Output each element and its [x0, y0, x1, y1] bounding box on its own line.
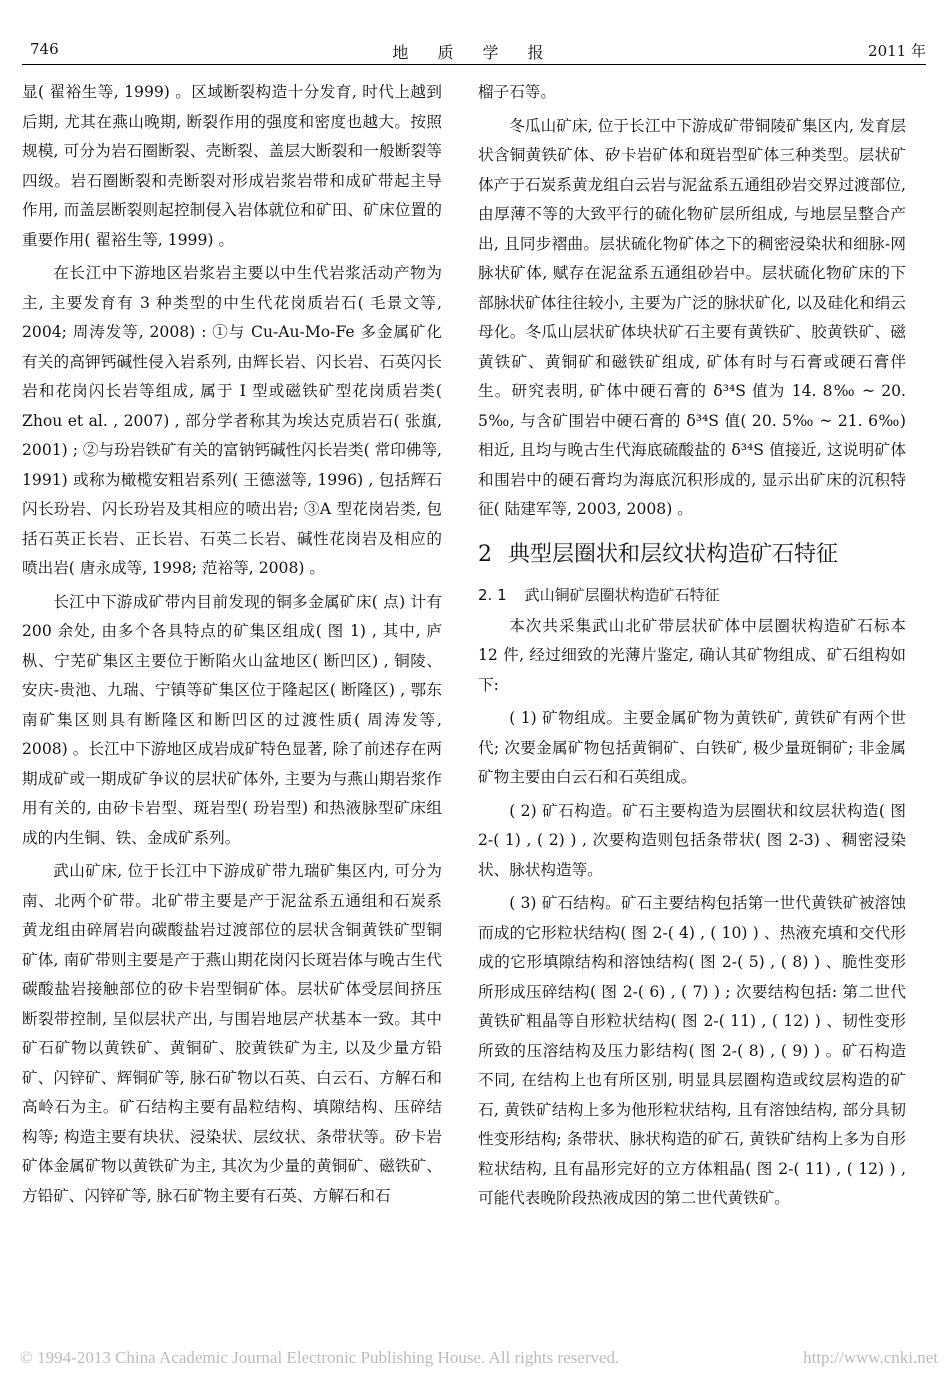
- subsection-heading: [478, 581, 906, 610]
- section-heading: [478, 539, 906, 571]
- copyright-footer: [0, 1348, 950, 1372]
- publication-year: 2011 年: [868, 42, 926, 60]
- section-number: 2: [478, 541, 492, 567]
- subsection-title: 武山铜矿层圈状构造矿石特征: [524, 585, 720, 604]
- running-header: [22, 38, 926, 65]
- paragraph: 冬瓜山矿床, 位于长江中下游成矿带铜陵矿集区内, 发育层状含铜黄铁矿体、矽卡岩矿体和斑岩型矿体三种类型。层状矿体产于石炭系黄龙组白云岩与泥盆系五通组砂岩交界过渡部位, 由厚薄不等的大致平行的硫化物矿层所组成, 与地层呈整合产出, 且同步褶曲。层状硫化物矿体之下的稠密浸染状和细脉-网脉状矿体, 赋存在泥盆系五通组砂岩中。层状硫化物矿床的下部脉状矿体往往较小, 主要为广泛的脉状矿化, 以及硅化和绢云母化。冬瓜山层状矿体块状矿石主要有黄铁矿、胶黄铁矿、磁黄铁矿、黄铜矿和磁铁矿组成, 矿体有时与石膏或硬石膏伴生。研究表明, 矿体中硬石膏的 δ³⁴S 值为 14. 8‰ ~ 20. 5‰, 与含矿围岩中硬石膏的 δ³⁴S 值( 20. 5‰ ~ 21. 6‰) 相近, 且均与晚古生代海底硫酸盐的 δ³⁴S 值接近, 这说明矿体和围岩中的硬石膏均为海底沉积形成的, 显示出矿床的沉积特征( 陆建军等, 2003, 2008) 。: [478, 116, 906, 518]
- paragraph: 武山矿床, 位于长江中下游成矿带九瑞矿集区内, 可分为南、北两个矿带。北矿带主要是产于泥盆系五通组和石炭系黄龙组由碎屑岩向碳酸盐岩过渡部位的层状含铜黄铁矿型铜矿体, 南矿带则主要是产于燕山期花岗闪长斑岩体与晚古生代碳酸盐岩接触部位的矽卡岩型铜矿体。层状矿体受层间挤压断裂带控制, 呈似层状产出, 与围岩地层产状基本一致。其中矿石矿物以黄铁矿、黄铜矿、胶黄铁矿为主, 以及少量方铅矿、闪锌矿、辉铜矿等, 脉石矿物以石英、白云石、方解石和高岭石为主。矿石结构主要有晶粒结构、填隙结构、压碎结构等; 构造主要有块状、浸染状、层纹状、条带状等。矽卡岩矿体金属矿物以黄铁矿为主, 其次为少量的黄铜矿、磁铁矿、方铅矿、闪锌矿等, 脉石矿物主要有石英、方解石和石: [22, 862, 442, 1205]
- footer-link[interactable]: http://www.cnki.net: [803, 1348, 938, 1367]
- page-number: 746: [30, 40, 59, 58]
- right-column: [478, 78, 906, 1218]
- list-item: ( 3) 矿石结构。矿石主要结构包括第一世代黄铁矿被溶蚀而成的它形粒状结构( 图 2-( 4) , ( 10) ) 、热液充填和交代形成的它形填隙结构和溶蚀结构( 图 2-( 5) , ( 8) ) 、脆性变形所形成压碎结构( 图 2-( 6) , ( 7) ) ; 次要结构包括: 第二世代黄铁矿粗晶等自形粒状结构( 图 2-( 11) , ( 12) ) 、韧性变形所致的压溶结构及压力影结构( 图 2-( 8) , ( 9) ) 。矿石构造不同, 在结构上也有所区别, 明显具层圈构造或纹层构造的矿石, 黄铁矿结构上多为他形粒状结构, 且有溶蚀结构, 部分具韧性变形结构; 条带状、脉状构造的矿石, 黄铁矿结构上多为自形粒状结构, 且有晶形完好的立方体粗晶( 图 2-( 11) , ( 12) ) , 可能代表晚阶段热液成因的第二世代黄铁矿。: [478, 894, 906, 1207]
- list-item: ( 2) 矿石构造。矿石主要构造为层圈状和纹层状构造( 图 2-( 1) , ( 2) ) , 次要构造则包括条带状( 图 2-3) 、稠密浸染状、脉状构造等。: [478, 801, 906, 879]
- list-item: ( 1) 矿物组成。主要金属矿物为黄铁矿, 黄铁矿有两个世代; 次要金属矿物包括黄铜矿、白铁矿, 极少量斑铜矿; 非金属矿物主要由白云石和石英组成。: [478, 709, 906, 786]
- paragraph: 显( 翟裕生等, 1999) 。区域断裂构造十分发育, 时代上越到后期, 尤其在燕山晚期, 断裂作用的强度和密度也越大。按照规模, 可分为岩石圈断裂、壳断裂、盖层大断裂和一般断裂等四级。岩石圈断裂和壳断裂对形成岩浆岩带和成矿带起主导作用, 而盖层断裂则起控制侵入岩体就位和矿田、矿床位置的重要作用( 翟裕生等, 1999) 。: [22, 83, 442, 249]
- section-title: 典型层圈状和层纹状构造矿石特征: [508, 541, 839, 567]
- copyright-text: © 1994-2013 China Academic Journal Electronic Publishing House. All rights reserved.: [20, 1348, 620, 1367]
- journal-title: 地 质 学 报: [392, 43, 556, 62]
- paragraph-continuation: 榴子石等。: [478, 83, 556, 101]
- paragraph: 在长江中下游地区岩浆岩主要以中生代岩浆活动产物为主, 主要发育有 3 种类型的中生代花岗质岩石( 毛景文等, 2004; 周涛发等, 2008) : ①与 Cu-Au-Mo-Fe 多金属矿化有关的高钾钙碱性侵入岩系列, 由辉长岩、闪长岩、石英闪长岩和花岗闪长岩等组成, 属于 I 型或磁铁矿型花岗质岩类( Zhou et al. , 2007) , 部分学者称其为埃达克质岩石( 张旗, 2001) ; ②与玢岩铁矿有关的富钠钙碱性闪长岩类( 常印佛等, 1991) 或称为橄榄安粗岩系列( 王德滋等, 1996) , 包括辉石闪长玢岩、闪长玢岩及其相应的喷出岩; ③A 型花岗岩类, 包括石英正长岩、正长岩、石英二长岩、碱性花岗岩及相应的喷出岩( 唐永成等, 1998; 范裕等, 2008) 。: [22, 264, 442, 577]
- paragraph: 本次共采集武山北矿带层状矿体中层圈状构造矿石标本 12 件, 经过细致的光薄片鉴定, 确认其矿物组成、矿石组构如下:: [478, 616, 906, 694]
- subsection-number: 2. 1: [478, 585, 507, 604]
- paragraph: 长江中下游成矿带内目前发现的铜多金属矿床( 点) 计有 200 余处, 由多个各具特点的矿集区组成( 图 1) , 其中, 庐枞、宁芜矿集区主要位于断陷火山盆地区( 断凹区) , 铜陵、安庆-贵池、九瑞、宁镇等矿集区位于隆起区( 断隆区) , 鄂东南矿集区则具有断隆区和断凹区的过渡性质( 周涛发等, 2008) 。长江中下游地区成岩成矿特色显著, 除了前述存在两期成矿或一期成矿争议的层状矿体外, 主要为与燕山期岩浆作用有关的, 由矽卡岩型、斑岩型( 玢岩型) 和热液脉型矿床组成的内生铜、铁、金成矿系列。: [22, 592, 442, 847]
- left-column: [22, 78, 442, 1215]
